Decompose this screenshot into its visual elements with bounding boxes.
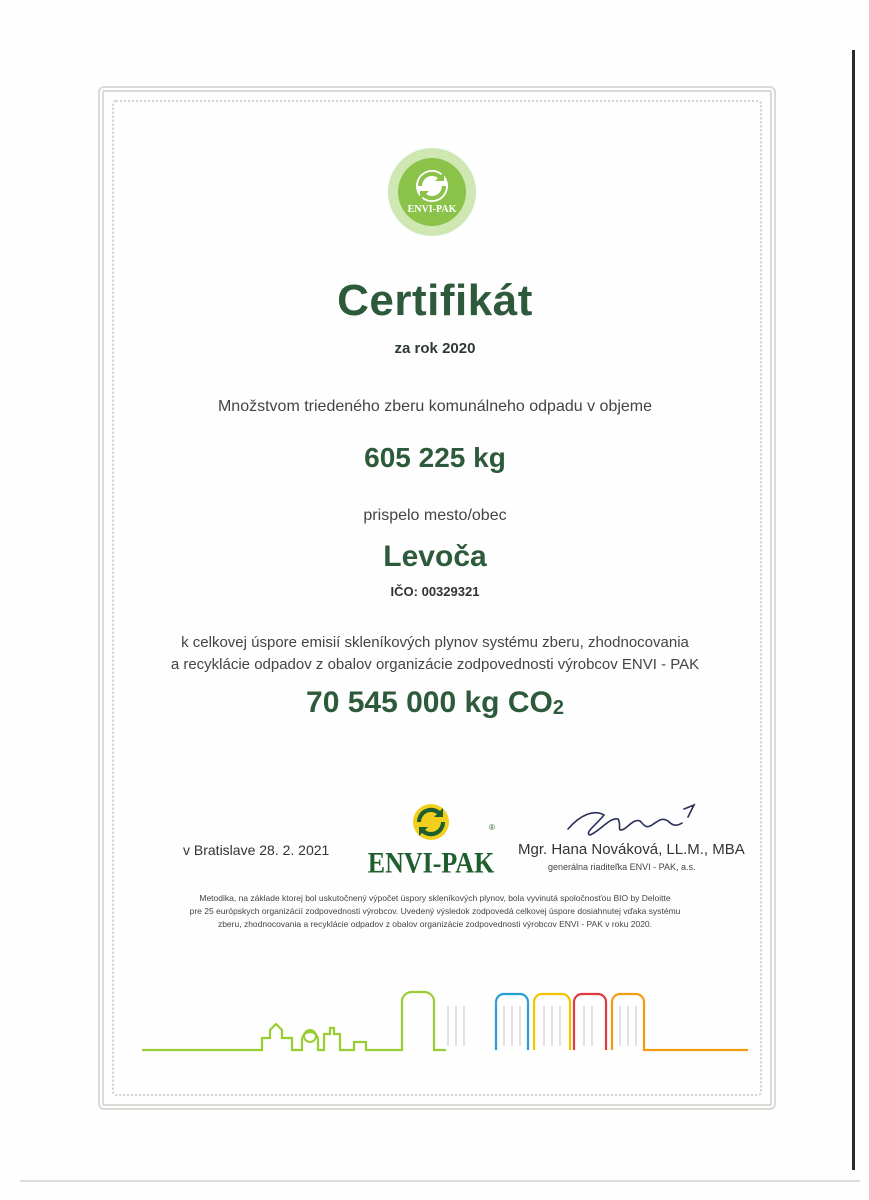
town-ico: IČO: 00329321 xyxy=(390,584,480,599)
town-name: Levoča xyxy=(383,540,487,573)
savings-description xyxy=(120,632,750,676)
certificate-year: za rok 2020 xyxy=(394,340,476,357)
savings-line-2: a recyklácie odpadov z obalov organizácie zodpovednosti výrobcov ENVI - PAK xyxy=(170,656,700,673)
intro-line: Množstvom triedeného zberu komunálneho odpadu v objeme xyxy=(217,398,653,415)
co2-subscript: 2 xyxy=(552,697,564,719)
registered-mark: ® xyxy=(489,823,495,832)
place-date: v Bratislave 28. 2. 2021 xyxy=(183,842,330,858)
co2-value: 70 545 000 kg CO xyxy=(306,686,553,719)
footnote-line-2: pre 25 európskych organizácií zodpovednosti výrobcov. Uvedený výsledok zodpovedá celkovej úspore dosiahnutej vďaka systému xyxy=(189,906,681,916)
savings-line-1: k celkovej úspore emisií skleníkových plynov systému zberu, zhodnocovania xyxy=(181,634,689,651)
scan-shadow xyxy=(852,50,855,1170)
signature xyxy=(560,795,710,845)
emblem-logo-text: ENVI-PAK xyxy=(407,204,457,215)
footnote-line-1: Metodika, na základe ktorej bol uskutočnený výpočet úspory skleníkových plynov, bola vyvinutá spoločnosťou BIO by Deloitte xyxy=(199,893,671,903)
signer-name: Mgr. Hana Nováková, LL.M., MBA xyxy=(518,841,745,858)
envi-pak-logo xyxy=(367,800,499,880)
footnote-line-3: zberu, zhodnocovania a recyklácie odpadov z obalov organizácie zodpovednosti výrobcov ENVI - PAK v roku 2020. xyxy=(217,919,653,929)
co2-savings xyxy=(120,686,750,720)
scan-edge xyxy=(20,1180,860,1182)
envi-pak-emblem xyxy=(386,146,478,238)
waste-amount: 605 225 kg xyxy=(364,442,506,473)
logo-text: ENVI-PAK xyxy=(367,846,495,880)
signer-role: generálna riaditeľka ENVI - PAK, a.s. xyxy=(548,862,696,872)
contribution-line: prispelo mesto/obec xyxy=(363,507,507,524)
certificate-title: Certifikát xyxy=(337,276,533,325)
city-skyline-illustration xyxy=(142,980,748,1055)
methodology-footnote xyxy=(170,892,700,931)
